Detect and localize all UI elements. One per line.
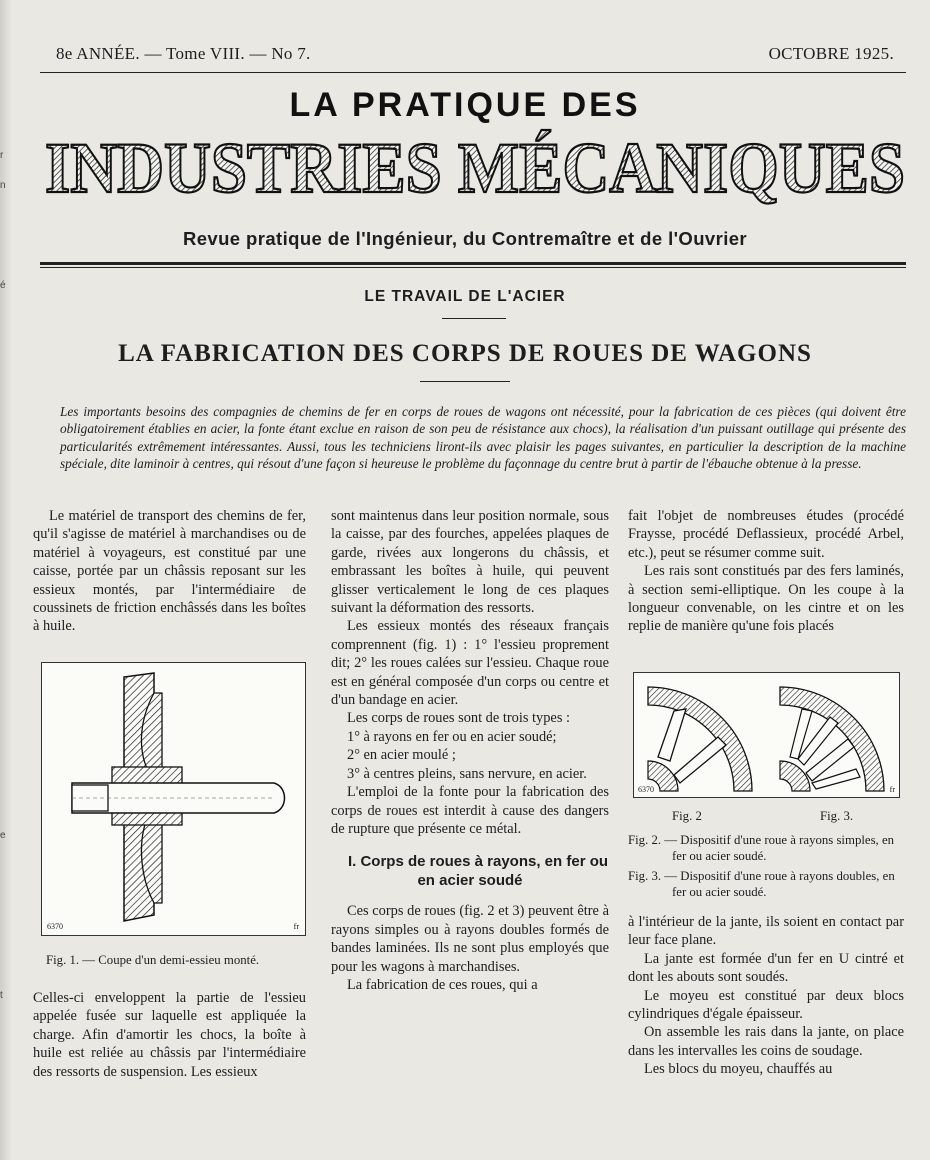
section-subheading: I. Corps de roues à rayons, en fer ou en acier soudé — [347, 853, 609, 890]
article-headline: LA FABRICATION DES CORPS DE ROUES DE WAGONS — [118, 340, 812, 367]
list-item: 3° à centres pleins, sans nervure, en acier. — [347, 765, 587, 782]
wheel-spoke-drawings — [634, 673, 899, 797]
masthead-main — [40, 128, 910, 206]
figure-tag: 6370 — [638, 785, 654, 794]
margin-mark: é — [0, 280, 6, 291]
masthead-main-title: INDUSTRIES MÉCANIQUES — [45, 128, 905, 206]
figure-tag: fr — [889, 785, 895, 794]
figure-2-caption: Fig. 2. — Dispositif d'une roue à rayons simples, en fer ou acier soudé. — [628, 833, 895, 863]
section-rubric: LE TRAVAIL DE L'ACIER — [364, 288, 566, 305]
paragraph: Ces corps de roues (fig. 2 et 3) peuvent être à rayons simples ou à rayons doubles formés de bandes laminées. Ils ne sont plus employés que pour les wagons à marchandises. — [331, 903, 609, 975]
figure-1-caption: Fig. 1. — Coupe d'un demi-essieu monté. — [46, 953, 260, 967]
margin-mark: r — [0, 150, 4, 161]
figure-3-label: Fig. 3. — [820, 809, 854, 823]
issue-date: OCTOBRE 1925. — [768, 44, 894, 63]
column-2 — [331, 507, 609, 994]
axle-section-drawing — [42, 663, 305, 935]
masthead-rule — [40, 262, 906, 265]
margin-mark: t — [0, 990, 3, 1001]
issue-info: 8e ANNÉE. — Tome VIII. — No 7. — [56, 44, 311, 63]
paragraph: On assemble les rais dans la jante, on place dans les intervalles les coins de soudage. — [628, 1024, 904, 1059]
paragraph: Les essieux montés des réseaux français comprennent (fig. 1) : 1° l'essieu proprement dit; 2° les roues calées sur l'essieu. Chaque roue est en général composée d'un corps ou centre et d'un bandage en acier. — [331, 618, 609, 709]
paragraph: Les blocs du moyeu, chauffés au — [644, 1061, 833, 1078]
figure-3-caption: Fig. 3. — Dispositif d'une roue à rayons doubles, en fer ou acier soudé. — [628, 869, 895, 899]
article-intro: Les importants besoins des compagnies de chemins de fer en corps de roues de wagons ont nécessité, pour la fabrication de ces pièces (qui doivent être obligatoirement établies en acier, la fonte étant exclue en raison de son peu de résistance aux chocs), la réalisation d'un puissant outillage qui présente des particularités extrêmement intéressantes. Aussi, tous les techniciens liront-ils avec plaisir les pages suivantes, en particulier la description de la machine spéciale, dite laminoir à centres, qui résout d'une façon si heureuse le problème du façonnage du centre brut à partir de l'ébauche obtenue à la presse. — [60, 404, 906, 472]
rubric-rule — [442, 318, 506, 319]
paragraph: à l'intérieur de la jante, ils soient en contact par leur face plane. — [628, 914, 904, 949]
column-3-top — [628, 507, 904, 636]
margin-mark: e — [0, 830, 6, 841]
paragraph: Les rais sont constitués par des fers laminés, à section semi-elliptique. On les coupe à la longueur convenable, on les cintre et on les replie de manière qu'une fois placés — [628, 563, 904, 635]
paragraph: sont maintenus dans leur position normale, sous la caisse, par des fourches, appelées plaques de garde, rivées aux longerons du châssis, et embrassant les boîtes à huile, qui peuvent glisser verticalement le long de ces plaques suivant la déformation des ressorts. — [331, 508, 609, 617]
binding-edge — [0, 0, 12, 1160]
figure-2-label: Fig. 2 — [672, 809, 702, 823]
masthead-rule-thin — [40, 267, 906, 268]
figure-tag: 6370 — [47, 922, 63, 931]
masthead-subtitle: Revue pratique de l'Ingénieur, du Contremaître et de l'Ouvrier — [182, 228, 748, 249]
column-1-bottom — [33, 989, 306, 1081]
header-rule — [40, 72, 906, 73]
figure-tag: fr — [293, 922, 299, 931]
figure-1 — [41, 662, 306, 936]
paragraph: Le moyeu est constitué par deux blocs cylindriques d'égale épaisseur. — [628, 987, 904, 1023]
paragraph: Les corps de roues sont de trois types : — [347, 710, 571, 727]
folio-line — [56, 44, 894, 66]
paragraph: La fabrication de ces roues, qui a — [347, 976, 538, 993]
figures-2-3 — [633, 672, 900, 798]
paragraph: L'emploi de la fonte pour la fabrication des corps de roues est interdit à cause des dangers de rupture que présente ce métal. — [331, 784, 609, 837]
masthead-top: LA PRATIQUE DES — [289, 86, 641, 124]
list-item: 2° en acier moulé ; — [347, 747, 456, 764]
column-1-top — [33, 507, 306, 636]
list-item: 1° à rayons en fer ou en acier soudé; — [347, 728, 557, 745]
headline-rule — [420, 381, 510, 382]
paragraph: La jante est formée d'un fer en U cintré et dont les abouts sont soudés. — [628, 950, 904, 986]
paragraph: Celles-ci enveloppent la partie de l'essieu appelée fusée sur laquelle est appliquée la charge. Afin d'amortir les chocs, la boîte à huile est reliée au châssis par l'intermédiaire des ressorts de suspension. Les essieux — [33, 990, 306, 1080]
paragraph: fait l'objet de nombreuses études (procédé Fraysse, procédé Deflassieux, procédé Arbel, etc.), peut se résumer comme suit. — [628, 508, 904, 561]
masthead-main-graphic — [40, 128, 910, 206]
paragraph: Le matériel de transport des chemins de fer, qu'il s'agisse de matériel à marchandises ou de matériel à voyageurs, est constitué par une caisse, portée par un châssis reposant sur les essieux montés, par l'intermédiaire de coussinets de friction enchâssés dans les boîtes à huile. — [33, 508, 306, 635]
margin-mark: n — [0, 180, 6, 191]
column-3-bottom — [628, 913, 904, 1079]
